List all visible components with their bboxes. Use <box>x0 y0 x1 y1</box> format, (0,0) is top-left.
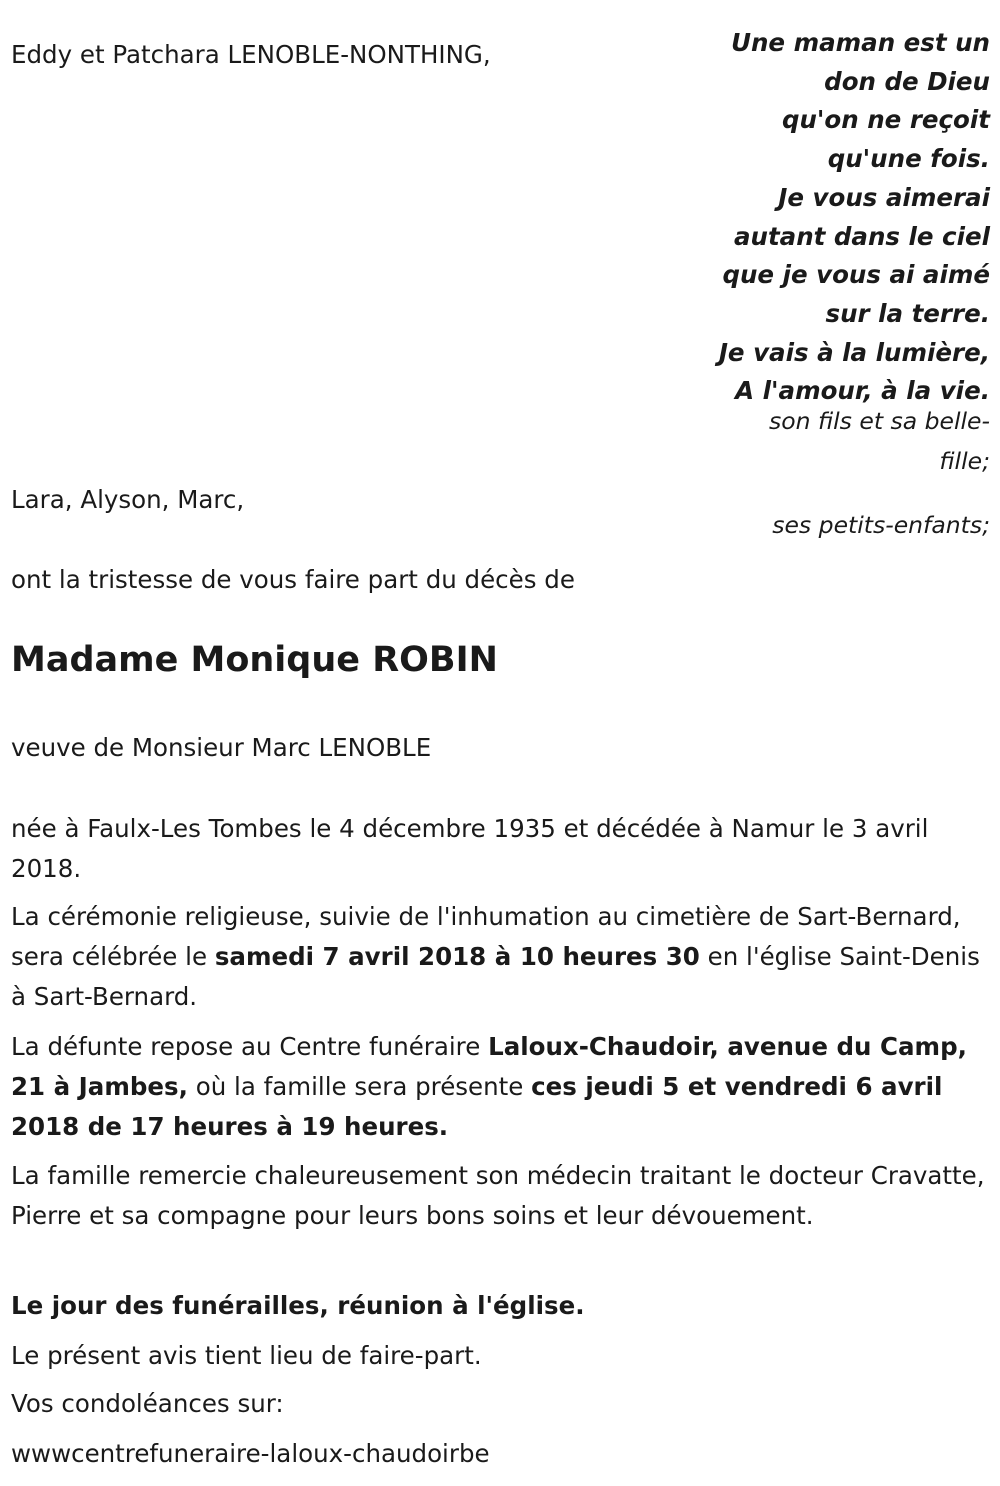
deceased-name: Madame Monique ROBIN <box>11 640 498 680</box>
visitation-middle: où la famille sera présente <box>187 1072 532 1101</box>
poem-line: qu'une fois. <box>827 144 990 174</box>
widow-of: veuve de Monsieur Marc LENOBLE <box>11 733 432 762</box>
grandchildren-role: ses petits-enfants; <box>772 511 990 539</box>
poem-line: autant dans le ciel <box>733 221 990 251</box>
ceremony-intro: La cérémonie religieuse, suivie de l'inhumation au cimetière de Sart-Bernard, sera célébrée le <box>11 902 961 971</box>
visitation-intro: La défunte repose au Centre funéraire <box>11 1032 489 1061</box>
condolences-website: wwwcentrefuneraire-laloux-chaudoirbe <box>11 1439 490 1468</box>
poem-line: qu'on ne reçoit <box>781 105 990 135</box>
poem-line: Une maman est un <box>731 28 990 57</box>
announcement-text: ont la tristesse de vous faire part du décès de <box>11 565 575 594</box>
poem-line: don de Dieu <box>824 66 990 96</box>
ceremony-location: en l'église Saint-Denis à Sart-Bernard. <box>11 942 980 1011</box>
birth-death-paragraph: née à Faulx-Les Tombes le 4 décembre 1935 et décédée à Namur le 3 avril 2018. <box>11 814 929 883</box>
poem-line: A l'amour, à la vie. <box>735 376 990 406</box>
poem-line: Je vous aimerai <box>778 182 990 212</box>
visitation-place: Laloux-Chaudoir, avenue du Camp, 21 à Jambes, <box>11 1032 967 1101</box>
visitation-times: ces jeudi 5 et vendredi 6 avril 2018 de 17 heures à 19 heures. <box>11 1072 943 1141</box>
poem <box>719 24 990 411</box>
poem-line: Je vais à la lumière, <box>718 337 990 367</box>
ceremony-date: samedi 7 avril 2018 à 10 heures 30 <box>214 942 700 971</box>
thanks-paragraph: La famille remercie chaleureusement son médecin traitant le docteur Cravatte, Pierre et sa compagne pour leurs bons soins et leur dévouement. <box>11 1161 985 1230</box>
grandchildren-names: Lara, Alyson, Marc, <box>11 485 245 514</box>
condolences-label: Vos condoléances sur: <box>11 1389 284 1418</box>
children-role-line1: son fils et sa belle- <box>768 407 990 435</box>
ceremony-paragraph <box>11 897 989 1017</box>
poem-line: que je vous ai aimé <box>722 260 990 290</box>
children-names: Eddy et Patchara LENOBLE-NONTHING, <box>11 40 491 69</box>
children-role-line2: fille; <box>939 447 990 475</box>
meeting-notice: Le jour des funérailles, réunion à l'église. <box>11 1291 585 1320</box>
poem-line: sur la terre. <box>825 298 990 328</box>
faire-part-notice: Le présent avis tient lieu de faire-part. <box>11 1341 482 1370</box>
visitation-paragraph <box>11 1027 989 1147</box>
